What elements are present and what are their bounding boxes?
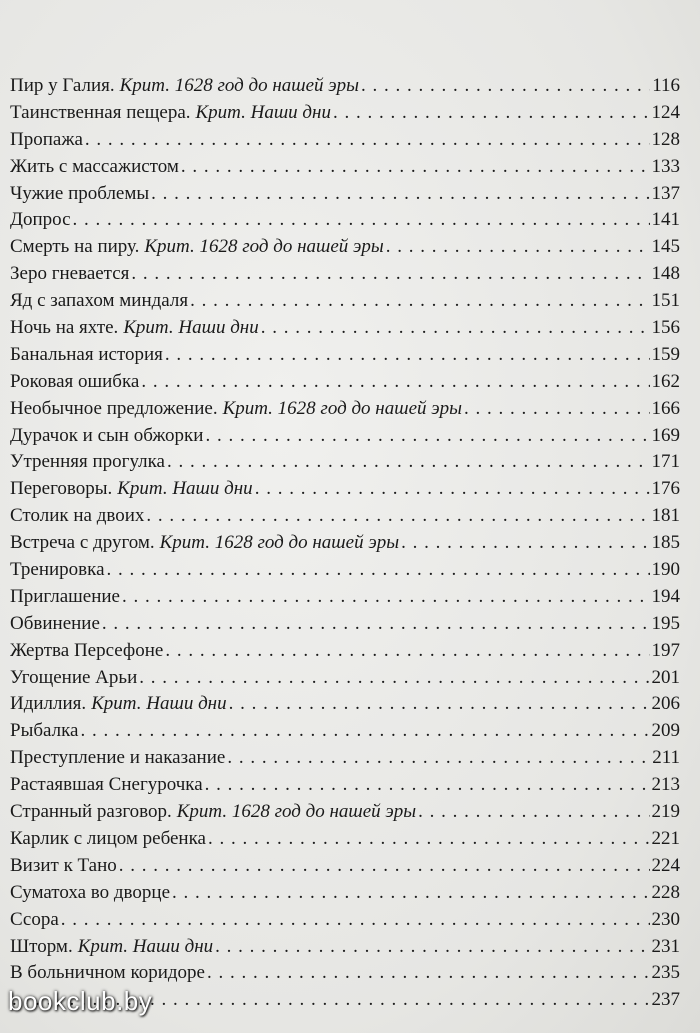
toc-entry-title: Роковая ошибка [10,370,140,392]
toc-entry-title: Пропажа [10,128,83,150]
toc-page-number: 209 [651,720,680,742]
toc-entry-title: Смерть на пиру. [10,236,140,258]
toc-leader-dots [167,449,650,476]
toc-entry-subtitle: Крит. 1628 год до нашей эры [159,532,400,554]
toc-entry [10,960,680,987]
toc-entry-title: Яд с запахом миндаля [10,290,189,312]
toc-leader-dots [165,638,649,665]
toc-leader-dots [207,960,650,987]
toc-leader-dots [122,584,650,611]
toc-entry [10,853,680,880]
toc-entry [10,342,680,369]
toc-entry-subtitle: Крит. 1628 год до нашей эры [144,236,384,258]
toc-page-number: 237 [651,989,680,1011]
toc-entry-title: Утренняя прогулка [10,451,165,473]
toc-leader-dots [464,396,650,423]
toc-leader-dots [61,907,650,934]
toc-entry-title: Рыбалка [10,720,79,742]
toc-page-number: 141 [651,209,680,231]
toc-entry-subtitle: Крит. 1628 год до нашей эры [176,801,417,823]
toc-entry-subtitle: Крит. Наши дни [77,935,214,957]
toc-leader-dots [146,503,649,530]
toc-page-number: 224 [651,854,680,876]
toc-page-number: 176 [651,478,680,500]
toc-page-number: 162 [651,370,680,392]
toc-entry [10,476,680,503]
toc-leader-dots [190,288,649,315]
toc-entry-title: Чужие проблемы [10,182,150,204]
toc-page-number: 228 [651,881,680,903]
toc-leader-dots [165,342,650,369]
toc-leader-dots [131,261,649,288]
toc-entry-title: Переговоры. [10,478,113,500]
toc-entry-title: Жертва Персефоне [10,639,164,661]
toc-entry-subtitle: Крит. Наши дни [117,478,253,500]
toc-entry-subtitle: Крит. 1628 год до нашей эры [222,397,462,419]
toc-page-number: 185 [651,532,680,554]
toc-leader-dots [333,100,650,127]
toc-entry-title: Встреча с другом. [10,532,155,554]
toc-entry [10,799,680,826]
toc-leader-dots [80,718,649,745]
toc-entry [10,127,680,154]
toc-entry [10,234,680,261]
toc-page-number: 211 [652,747,680,769]
toc-leader-dots [107,557,650,584]
toc-entry [10,907,680,934]
toc-entry [10,181,680,208]
toc-page-number: 221 [651,827,680,849]
toc-entry [10,611,680,638]
toc-page-number: 133 [651,155,680,177]
toc-page-number: 128 [651,128,680,150]
toc-entry-title: Столик на двоих [10,505,145,527]
toc-entry-title: Растаявшая Снегурочка [10,774,203,796]
toc-page-number: 159 [651,343,680,365]
toc-entry-title: Идиллия. [10,693,87,715]
toc-entry-title: Дурачок и сын обжорки [10,424,204,446]
toc-leader-dots [227,745,650,772]
toc-page-number: 235 [651,962,680,984]
toc-page-number: 145 [651,236,680,258]
toc-leader-dots [181,154,650,181]
toc-entry-title: Таинственная пещера. [10,101,191,123]
toc-entry [10,772,680,799]
toc-entry-title: Визит к Тано [10,854,117,876]
toc-entry [10,934,680,961]
toc-leader-dots [361,73,650,100]
toc-page-number: 181 [651,505,680,527]
toc-entry [10,423,680,450]
toc-entry-title: Суматоха во дворце [10,881,170,903]
toc-entry [10,154,680,181]
toc-entry-subtitle: Крит. 1628 год до нашей эры [119,75,360,96]
toc-entry [10,261,680,288]
toc-entry-title: Необычное предложение. [10,397,218,419]
toc-entry-title: Допрос [10,209,71,231]
toc-page-number: 213 [651,774,680,796]
toc-page-number: 197 [651,639,680,661]
toc-page-number: 171 [651,451,680,473]
toc-page-number: 219 [651,801,680,823]
toc-entry [10,100,680,127]
toc-entry-title: Карлик с лицом ребенка [10,827,206,849]
toc-entry [10,73,680,100]
toc-entry-title: Пир у Галия. [10,75,115,96]
toc-page-number: 166 [651,397,680,419]
toc-leader-dots [172,880,650,907]
toc-leader-dots [215,934,649,961]
toc-entry-title: Ночь на яхте. [10,317,119,339]
toc-entry [10,315,680,342]
toc-entry [10,557,680,584]
toc-page-number: 195 [651,612,680,634]
toc-page-number: 148 [651,263,680,285]
toc-entry-title: В больничном коридоре [10,962,205,984]
toc-leader-dots [85,127,650,154]
toc-leader-dots [386,234,650,261]
toc-leader-dots [401,530,649,557]
toc-entry [10,826,680,853]
toc-leader-dots [119,853,650,880]
toc-entry [10,288,680,315]
toc-entry-title: Странный разговор. [10,801,172,823]
toc-leader-dots [73,207,650,234]
toc-entry-subtitle: Крит. Наши дни [91,693,227,715]
toc-leader-dots [208,826,650,853]
toc-leader-dots [151,181,649,208]
toc-entry-title: Обвинение [10,612,100,634]
toc-page-number: 156 [651,317,680,339]
toc-leader-dots [139,665,649,692]
toc-page-number: 194 [651,585,680,607]
toc-leader-dots [102,611,650,638]
toc-entry-subtitle: Крит. Наши дни [195,101,331,123]
toc-page-number: 151 [651,290,680,312]
toc-entry [10,369,680,396]
toc-entry-title: Преступление и наказание [10,747,226,769]
toc-leader-dots [261,315,650,342]
toc-page-number: 116 [652,75,680,96]
toc-page-number: 137 [651,182,680,204]
watermark: bookclub.by [8,986,153,1016]
toc-page-number: 190 [651,559,680,581]
toc-entry [10,530,680,557]
toc-leader-dots [205,423,649,450]
toc-entry-subtitle: Крит. Наши дни [123,317,259,339]
toc-entry [10,503,680,530]
toc-entry [10,880,680,907]
toc-entry-title: Приглашение [10,585,120,607]
toc-entry-title: Шторм. [10,935,73,957]
toc-leader-dots [418,799,649,826]
toc-entry [10,665,680,692]
toc-leader-dots [229,691,650,718]
toc-entry [10,584,680,611]
toc-page-number: 201 [651,666,680,688]
toc-page-number: 231 [651,935,680,957]
toc-entry [10,745,680,772]
toc-page-number: 169 [651,424,680,446]
toc-entry-title: Жить с массажистом [10,155,179,177]
toc-entry [10,691,680,718]
toc-page-number: 230 [651,908,680,930]
toc-entry [10,449,680,476]
toc-entry-title: Зеро гневается [10,263,130,285]
toc-entry [10,396,680,423]
toc-page-number: 124 [651,101,680,123]
toc-entry [10,718,680,745]
toc-entry-title: Ссора [10,908,59,930]
toc-entry-title: Угощение Арьи [10,666,138,688]
toc-leader-dots [141,369,649,396]
toc-page-number: 206 [651,693,680,715]
toc-entry [10,638,680,665]
toc-leader-dots [205,772,650,799]
toc-leader-dots [255,476,650,503]
toc-entry-title: Банальная история [10,343,163,365]
toc-entry [10,207,680,234]
toc-entry-title: Тренировка [10,559,105,581]
table-of-contents [10,73,680,1014]
